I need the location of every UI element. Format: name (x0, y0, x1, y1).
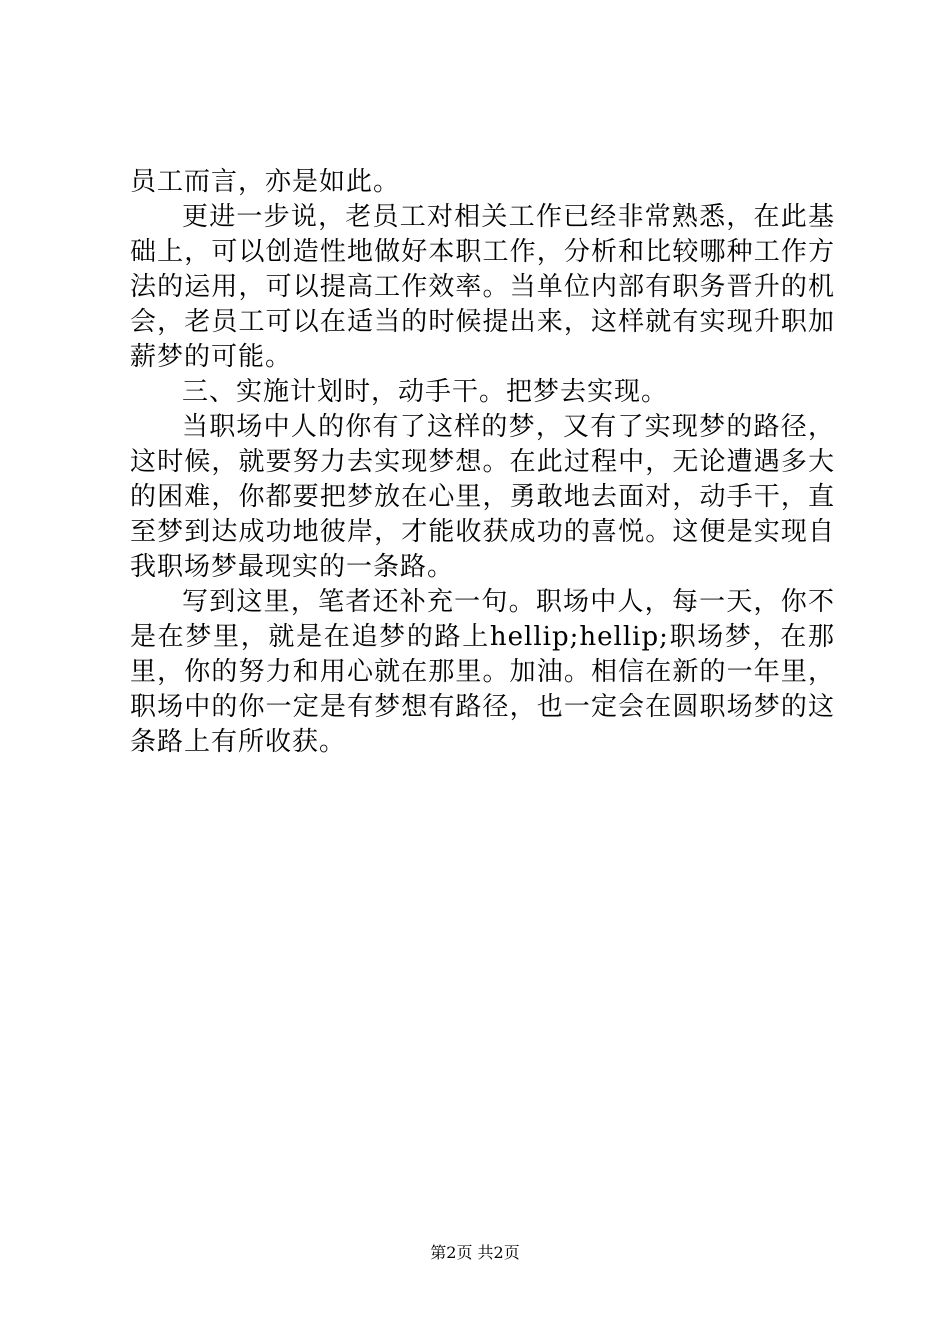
paragraph-4: 当职场中人的你有了这样的梦，又有了实现梦的路径，这时候，就要努力去实现梦想。在此过程中，无论遭遇多大的困难，你都要把梦放在心里，勇敢地去面对，动手干，直至梦到达成功地彼岸，才能收获成功的喜悦。这便是实现自我职场梦最现实的一条路。 (130, 412, 835, 582)
section-heading-3: 三、实施计划时，动手干。把梦去实现。 (182, 377, 669, 407)
paragraph-5: 写到这里，笔者还补充一句。职场中人，每一天，你不是在梦里，就是在追梦的路上hellip;hellip;职场梦，在那里，你的努力和用心就在那里。加油。相信在新的一年里，职场中的你一定是有梦想有路径，也一定会在圆职场梦的这条路上有所收获。 (130, 587, 835, 757)
document-body (130, 165, 835, 760)
paragraph-1: 员工而言，亦是如此。 (130, 167, 401, 197)
paragraph-2: 更进一步说，老员工对相关工作已经非常熟悉，在此基础上，可以创造性地做好本职工作，分析和比较哪种工作方法的运用，可以提高工作效率。当单位内部有职务晋升的机会，老员工可以在适当的时候提出来，这样就有实现升职加薪梦的可能。 (130, 202, 835, 372)
page-total: 共2页 (477, 1243, 520, 1262)
page-number: 第2页 (430, 1243, 473, 1262)
page-footer (0, 1243, 950, 1263)
